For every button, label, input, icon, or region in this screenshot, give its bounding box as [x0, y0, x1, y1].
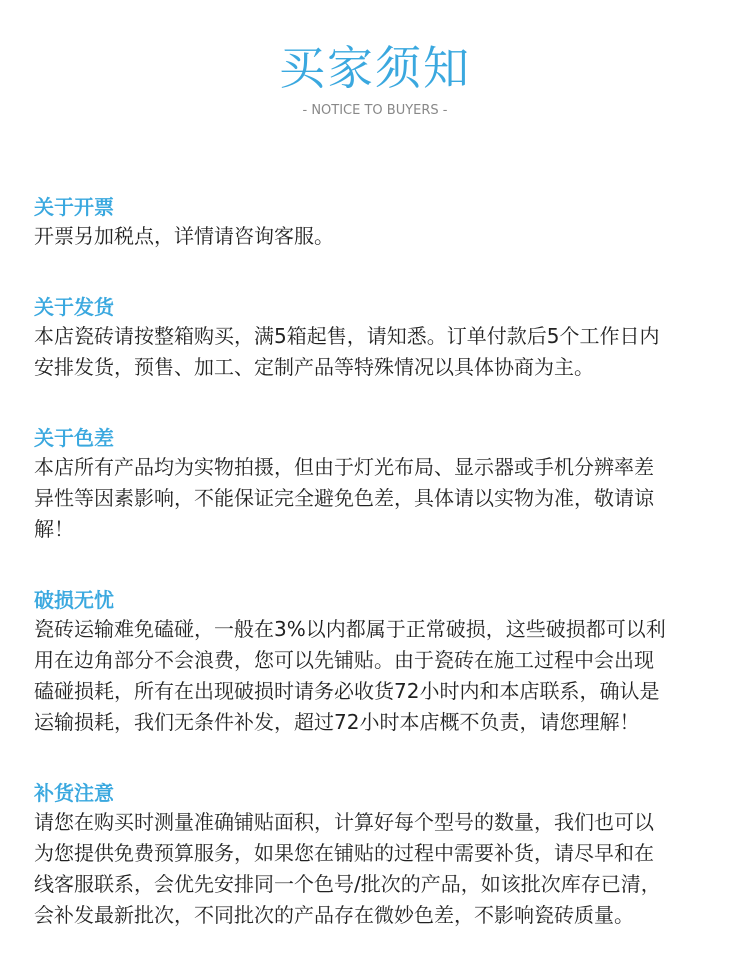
section-shipping [34, 293, 724, 383]
section-text-line: 开票另加税点，详情请咨询客服。 [34, 224, 334, 248]
section-title: 破损无忧 [34, 588, 114, 612]
page-subtitle: - NOTICE TO BUYERS - [302, 103, 448, 118]
section-text-line: 用在边角部分不会浪费，您可以先铺贴。由于瓷砖在施工过程中会出现 [34, 648, 654, 672]
section-text-line: 线客服联系，会优先安排同一个色号/批次的产品，如该批次库存已清， [34, 872, 661, 896]
page-title: 买家须知 [279, 41, 471, 95]
section-restock-notice [34, 779, 724, 931]
notice-sections [34, 193, 724, 972]
section-damage-guarantee [34, 586, 724, 738]
section-text-line: 解！ [34, 517, 74, 541]
section-text-line: 为您提供免费预算服务，如果您在铺贴的过程中需要补货，请尽早和在 [34, 841, 654, 865]
section-text-line: 请您在购买时测量准确铺贴面积，计算好每个型号的数量，我们也可以 [34, 810, 654, 834]
section-text-line: 会补发最新批次，不同批次的产品存在微妙色差，不影响瓷砖质量。 [34, 903, 634, 927]
section-text-line: 本店所有产品均为实物拍摄，但由于灯光布局、显示器或手机分辨率差 [34, 455, 654, 479]
section-text-line: 磕碰损耗，所有在出现破损时请务必收货72小时内和本店联系，确认是 [34, 679, 660, 703]
section-color-difference [34, 424, 724, 545]
section-text-line: 本店瓷砖请按整箱购买，满5箱起售，请知悉。订单付款后5个工作日内 [34, 324, 660, 348]
section-title: 关于开票 [34, 195, 114, 219]
section-title: 补货注意 [34, 781, 114, 805]
section-text-line: 瓷砖运输难免磕碰，一般在3%以内都属于正常破损，这些破损都可以利 [34, 617, 666, 641]
notice-header [0, 40, 750, 120]
section-invoice [34, 193, 724, 252]
section-text-line: 运输损耗，我们无条件补发，超过72小时本店概不负责，请您理解！ [34, 710, 640, 734]
section-text-line: 安排发货，预售、加工、定制产品等特殊情况以具体协商为主。 [34, 355, 594, 379]
section-text-line: 异性等因素影响，不能保证完全避免色差，具体请以实物为准，敬请谅 [34, 486, 654, 510]
section-title: 关于色差 [34, 426, 114, 450]
section-title: 关于发货 [34, 295, 114, 319]
